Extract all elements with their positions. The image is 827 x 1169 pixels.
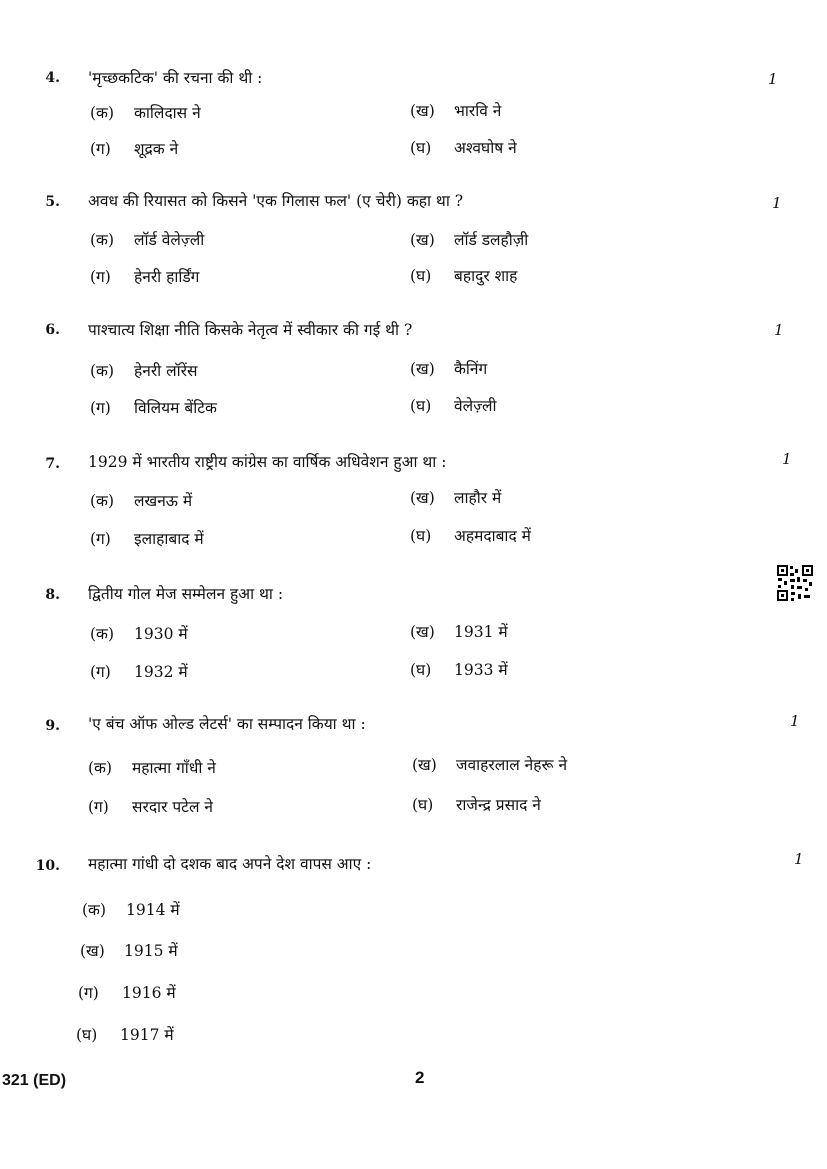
question-number: 5. — [45, 194, 60, 210]
question-text: महात्मा गांधी दो दशक बाद अपने देश वापस आए : — [88, 855, 372, 873]
option-label: (ख) — [410, 231, 435, 249]
option-label: (ग) — [88, 798, 109, 816]
question-number: 8. — [45, 587, 60, 603]
question-text: 'मृच्छकटिक' की रचना की थी : — [88, 69, 263, 87]
option-text: 1932 में — [134, 663, 188, 681]
option-c — [90, 660, 188, 682]
option-d — [410, 658, 508, 680]
option-label: (ख) — [410, 489, 435, 507]
option-c — [90, 396, 217, 418]
option-c — [78, 981, 176, 1003]
option-c — [90, 137, 178, 159]
option-text: सरदार पटेल ने — [132, 798, 213, 816]
option-b — [410, 620, 508, 642]
option-text: विलियम बेंटिक — [134, 399, 217, 417]
option-text: 1917 में — [120, 1026, 174, 1044]
option-text: वेलेज़्ली — [454, 397, 497, 415]
option-text: 1931 में — [454, 623, 508, 641]
option-label: (ग) — [78, 984, 99, 1002]
option-a — [90, 359, 197, 381]
option-d — [410, 394, 497, 416]
option-text: कालिदास ने — [134, 104, 201, 122]
option-d — [410, 136, 517, 158]
option-text: 1916 में — [122, 984, 176, 1002]
option-b — [80, 939, 178, 961]
option-text: लखनऊ में — [134, 492, 193, 510]
question-marks: 1 — [790, 712, 800, 730]
option-text: अश्वघोष ने — [454, 139, 517, 157]
option-a — [82, 898, 180, 920]
option-text: हेनरी हार्डिंग — [134, 268, 200, 286]
option-text: 1915 में — [124, 942, 178, 960]
option-label: (घ) — [410, 527, 432, 545]
option-label: (घ) — [410, 267, 432, 285]
option-label: (क) — [90, 362, 114, 380]
option-label: (क) — [90, 492, 114, 510]
option-d — [412, 793, 541, 815]
question-marks: 1 — [794, 850, 804, 868]
option-label: (घ) — [410, 397, 432, 415]
option-d — [410, 264, 517, 286]
option-c — [90, 265, 199, 287]
option-b — [410, 99, 501, 121]
question-marks: 1 — [774, 321, 784, 339]
question-text: 'ए बंच ऑफ ओल्ड लेटर्स' का सम्पादन किया था : — [88, 715, 366, 733]
option-text: भारवि ने — [454, 102, 502, 120]
option-text: महात्मा गाँधी ने — [132, 759, 216, 777]
question-text: द्वितीय गोल मेज सम्मेलन हुआ था : — [88, 585, 284, 603]
option-b — [410, 228, 528, 250]
option-a — [90, 622, 188, 644]
option-label: (क) — [90, 625, 114, 643]
page-number: 2 — [415, 1068, 425, 1087]
option-d — [76, 1023, 174, 1045]
option-text: लॉर्ड वेलेज़्ली — [134, 231, 205, 249]
question-number: 7. — [45, 456, 60, 472]
option-a — [90, 101, 201, 123]
option-b — [410, 486, 501, 508]
question-marks: 1 — [768, 70, 778, 88]
option-text: 1914 में — [126, 901, 180, 919]
option-text: लॉर्ड डलहौज़ी — [454, 231, 529, 249]
option-a — [90, 489, 192, 511]
qr-code-icon — [776, 564, 814, 602]
option-text: हेनरी लॉरेंस — [134, 362, 198, 380]
paper-code: 321 (ED) — [2, 1072, 67, 1089]
option-d — [410, 524, 531, 546]
option-label: (ख) — [410, 360, 435, 378]
option-label: (क) — [88, 759, 112, 777]
option-label: (क) — [82, 901, 106, 919]
option-label: (ग) — [90, 663, 111, 681]
option-label: (ग) — [90, 530, 111, 548]
option-a — [90, 228, 204, 250]
option-a — [88, 756, 216, 778]
option-label: (ग) — [90, 399, 111, 417]
option-label: (ख) — [80, 942, 105, 960]
option-label: (ख) — [410, 102, 435, 120]
question-number: 10. — [35, 858, 60, 874]
option-text: 1933 में — [454, 661, 508, 679]
option-text: अहमदाबाद में — [454, 527, 531, 545]
option-text: कैनिंग — [454, 360, 488, 378]
question-number: 9. — [45, 718, 60, 734]
option-label: (ख) — [412, 756, 437, 774]
option-text: बहादुर शाह — [454, 267, 518, 285]
option-text: लाहौर में — [454, 489, 502, 507]
option-text: राजेन्द्र प्रसाद ने — [456, 796, 541, 814]
option-label: (ग) — [90, 140, 111, 158]
question-text: पाश्चात्य शिक्षा नीति किसके नेतृत्व में स्वीकार की गई थी ? — [88, 321, 413, 339]
option-label: (घ) — [412, 796, 434, 814]
option-b — [410, 357, 487, 379]
option-c — [88, 795, 213, 817]
option-label: (क) — [90, 231, 114, 249]
option-text: इलाहाबाद में — [134, 530, 204, 548]
option-c — [90, 527, 204, 549]
option-label: (घ) — [410, 661, 432, 679]
question-number: 4. — [45, 70, 60, 86]
question-text: 1929 में भारतीय राष्ट्रीय कांग्रेस का वार्षिक अधिवेशन हुआ था : — [88, 453, 447, 471]
option-text: जवाहरलाल नेहरू ने — [456, 756, 568, 774]
option-label: (ख) — [410, 623, 435, 641]
option-label: (क) — [90, 104, 114, 122]
question-number: 6. — [45, 322, 60, 338]
option-label: (ग) — [90, 268, 111, 286]
option-label: (घ) — [76, 1026, 98, 1044]
option-b — [412, 753, 567, 775]
question-marks: 1 — [772, 194, 782, 212]
option-label: (घ) — [410, 139, 432, 157]
option-text: शूद्रक ने — [134, 140, 179, 158]
option-text: 1930 में — [134, 625, 188, 643]
question-text: अवध की रियासत को किसने 'एक गिलास फल' (ए चेरी) कहा था ? — [88, 192, 464, 210]
question-marks: 1 — [782, 450, 792, 468]
